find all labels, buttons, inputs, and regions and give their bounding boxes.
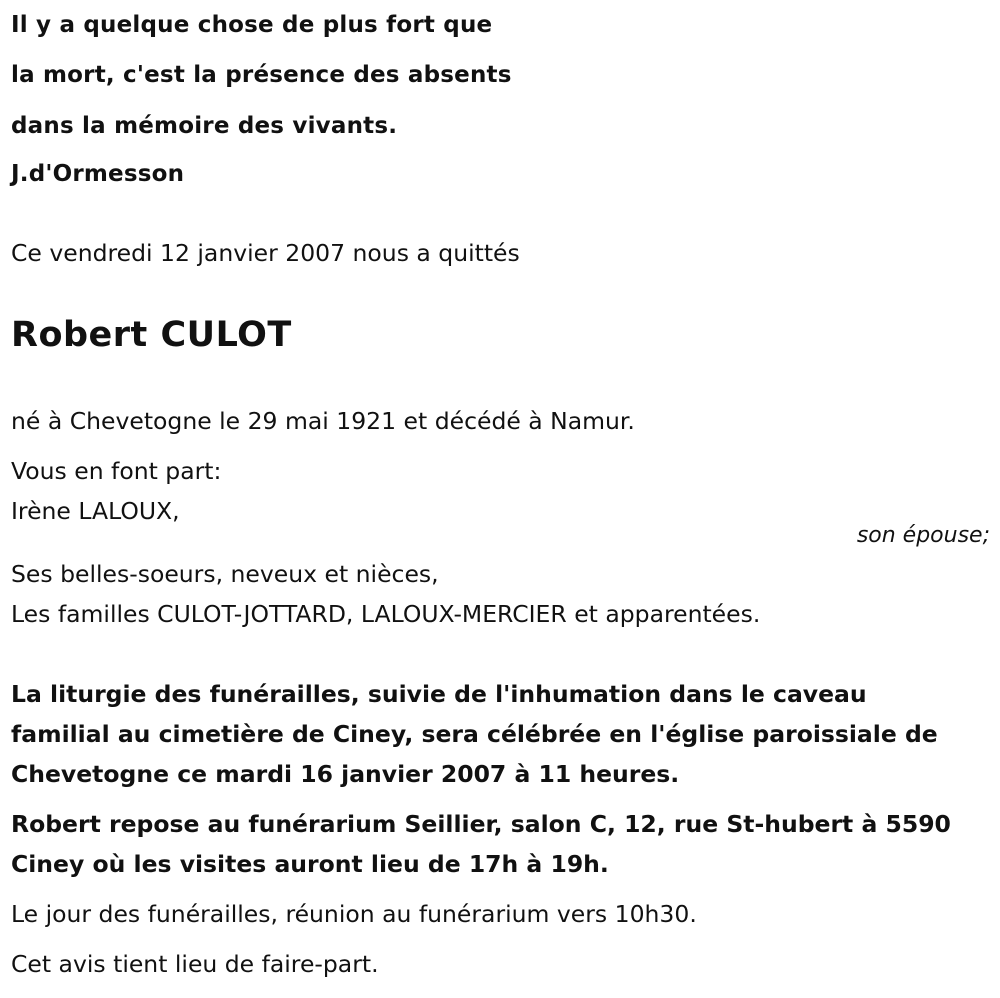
liturgy-line-2: familial au cimetière de Ciney, sera célébrée en l'église paroissiale de — [11, 720, 938, 748]
liturgy-line-1: La liturgie des funérailles, suivie de l'inhumation dans le caveau — [11, 680, 867, 708]
visitation-line-2: Ciney où les visites auront lieu de 17h à 19h. — [11, 850, 609, 878]
family-intro: Vous en font part: — [11, 457, 222, 485]
spouse-role: son épouse; — [856, 523, 990, 548]
visitation-line-1: Robert repose au funérarium Seillier, salon C, 12, rue St-hubert à 5590 — [11, 810, 951, 838]
notice-text: Cet avis tient lieu de faire-part. — [11, 950, 379, 978]
quote-author: J.d'Ormesson — [11, 161, 185, 187]
liturgy-line-3: Chevetogne ce mardi 16 janvier 2007 à 11 heures. — [11, 760, 680, 788]
birth-death-text: né à Chevetogne le 29 mai 1921 et décédé à Namur. — [11, 407, 635, 435]
quote-line-2: la mort, c'est la présence des absents — [11, 62, 512, 88]
spouse-name: Irène LALOUX, — [11, 497, 180, 525]
quote-line-3: dans la mémoire des vivants. — [11, 113, 398, 139]
relatives-line-1: Ses belles-soeurs, neveux et nièces, — [11, 560, 439, 588]
deceased-name: Robert CULOT — [11, 315, 292, 355]
relatives-line-2: Les familles CULOT-JOTTARD, LALOUX-MERCIER et apparentées. — [11, 600, 761, 628]
meeting-text: Le jour des funérailles, réunion au funérarium vers 10h30. — [11, 900, 697, 928]
announcement-text: Ce vendredi 12 janvier 2007 nous a quittés — [11, 239, 520, 267]
quote-line-1: Il y a quelque chose de plus fort que — [11, 12, 493, 38]
